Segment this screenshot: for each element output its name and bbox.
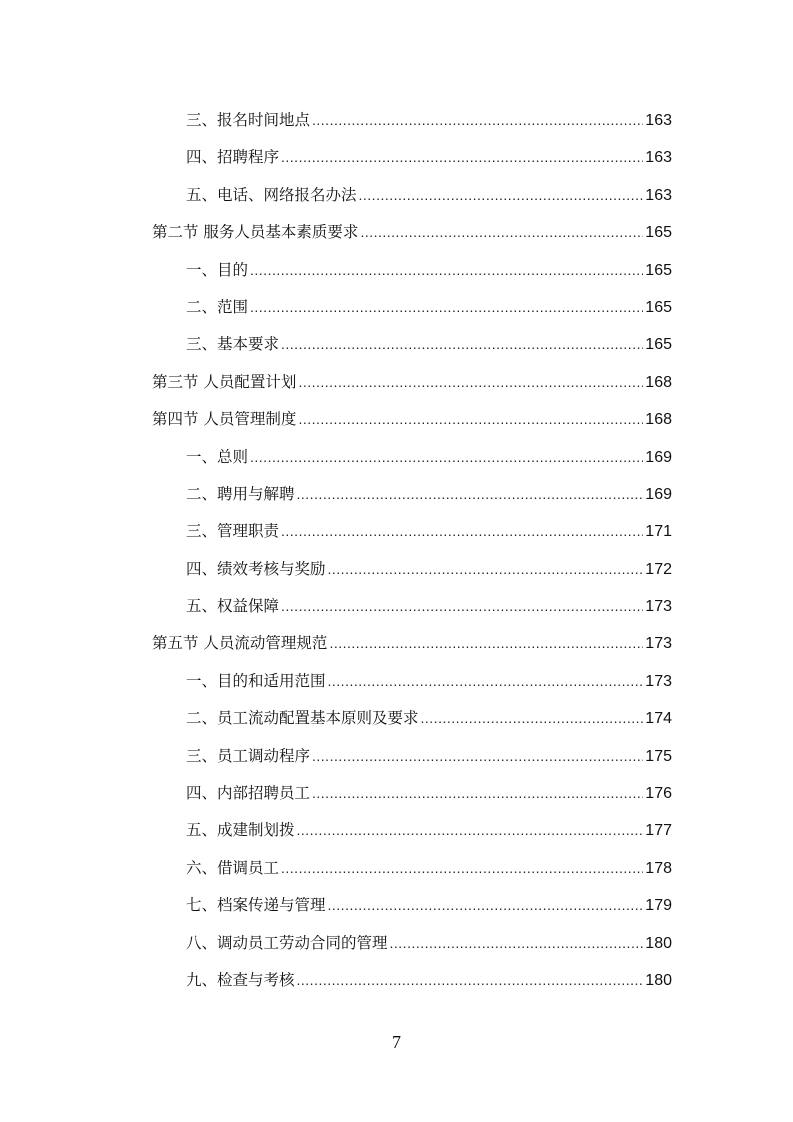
toc-entry-title: 三、员工调动程序 [186,746,311,765]
toc-subsection-entry[interactable] [152,557,672,594]
toc-subsection-entry[interactable] [152,108,672,145]
toc-section-entry[interactable] [152,220,672,257]
toc-entry-page: 169 [645,448,672,466]
toc-entry-page: 180 [645,971,672,989]
toc-entry-title: 一、总则 [186,447,249,466]
toc-subsection-entry[interactable] [152,931,672,968]
toc-subsection-entry[interactable] [152,145,672,182]
page-number: 7 [392,1032,401,1052]
toc-subsection-entry[interactable] [152,818,672,855]
dot-leader [312,112,643,128]
dot-leader [297,972,644,988]
toc-subsection-entry[interactable] [152,332,672,369]
toc-entry-page: 180 [645,934,672,952]
toc-entry-page: 176 [645,785,672,803]
dot-leader [421,710,644,726]
toc-entry-page: 163 [645,149,672,167]
toc-entry-title: 一、目的和适用范围 [186,671,326,690]
toc-entry-page: 168 [645,373,672,391]
dot-leader [281,598,643,614]
toc-entry-page: 175 [645,747,672,765]
toc-entry-title: 第四节 人员管理制度 [152,410,297,429]
toc-entry-page: 165 [645,298,672,316]
dot-leader [281,149,643,165]
toc-entry-page: 165 [645,336,672,354]
toc-entry-title: 五、权益保障 [186,597,280,616]
dot-leader [312,748,643,764]
dot-leader [281,523,643,539]
dot-leader [297,486,644,502]
dot-leader [298,411,643,427]
dot-leader [329,635,643,651]
toc-subsection-entry[interactable] [152,706,672,743]
toc-entry-title: 一、目的 [186,260,249,279]
toc-entry-title: 九、检查与考核 [186,970,295,989]
toc-entry-page: 168 [645,411,672,429]
toc-subsection-entry[interactable] [152,744,672,781]
toc-entry-title: 二、聘用与解聘 [186,484,295,503]
dot-leader [360,224,643,240]
toc-entry-title: 三、管理职责 [186,522,280,541]
toc-entry-title: 三、报名时间地点 [186,111,311,129]
toc-entry-page: 163 [645,186,672,204]
toc-subsection-entry[interactable] [152,594,672,631]
dot-leader [328,897,644,913]
toc-entry-title: 八、调动员工劳动合同的管理 [186,933,388,952]
toc-subsection-entry[interactable] [152,519,672,556]
toc-entry-page: 174 [645,710,672,728]
toc-entry-page: 172 [645,560,672,578]
toc-entry-page: 173 [645,672,672,690]
toc-entry-title: 四、招聘程序 [186,148,280,167]
toc-entry-title: 第三节 人员配置计划 [152,372,297,391]
toc-entry-page: 179 [645,897,672,915]
dot-leader [281,860,643,876]
toc-subsection-entry[interactable] [152,295,672,332]
toc-entry-title: 五、成建制划拨 [186,821,295,840]
toc-subsection-entry[interactable] [152,445,672,482]
toc-section-entry[interactable] [152,631,672,668]
toc-subsection-entry[interactable] [152,781,672,818]
toc-subsection-entry[interactable] [152,482,672,519]
toc-entry-page: 165 [645,261,672,279]
toc-entry-page: 173 [645,598,672,616]
dot-leader [328,673,644,689]
toc-entry-title: 第五节 人员流动管理规范 [152,634,328,653]
dot-leader [312,785,643,801]
toc-entry-page: 177 [645,822,672,840]
dot-leader [297,822,644,838]
toc-entry-title: 二、员工流动配置基本原则及要求 [186,709,419,728]
toc-subsection-entry[interactable] [152,893,672,930]
dot-leader [390,935,644,951]
dot-leader [298,374,643,390]
toc-subsection-entry[interactable] [152,258,672,295]
toc-section-entry[interactable] [152,407,672,444]
toc-entry-title: 四、绩效考核与奖励 [186,559,326,578]
dot-leader [328,561,644,577]
toc-entry-page: 163 [645,112,672,129]
toc-entry-title: 四、内部招聘员工 [186,784,311,803]
dot-leader [250,449,643,465]
dot-leader [250,299,643,315]
toc-entry-page: 178 [645,859,672,877]
toc-entry-title: 六、借调员工 [186,858,280,877]
dot-leader [281,336,643,352]
dot-leader [359,187,644,203]
toc-subsection-entry[interactable] [152,856,672,893]
toc-entry-page: 165 [645,224,672,242]
toc-entry-title: 三、基本要求 [186,335,280,354]
dot-leader [250,262,643,278]
toc-entry-page: 169 [645,485,672,503]
table-of-contents [152,108,672,1005]
toc-entry-page: 173 [645,635,672,653]
toc-entry-title: 五、电话、网络报名办法 [186,185,357,204]
toc-subsection-entry[interactable] [152,669,672,706]
toc-subsection-entry[interactable] [152,968,672,1005]
toc-entry-title: 二、范围 [186,297,249,316]
toc-entry-page: 171 [645,523,672,541]
toc-section-entry[interactable] [152,370,672,407]
toc-entry-title: 七、档案传递与管理 [186,896,326,915]
toc-entry-title: 第二节 服务人员基本素质要求 [152,223,359,242]
toc-subsection-entry[interactable] [152,183,672,220]
